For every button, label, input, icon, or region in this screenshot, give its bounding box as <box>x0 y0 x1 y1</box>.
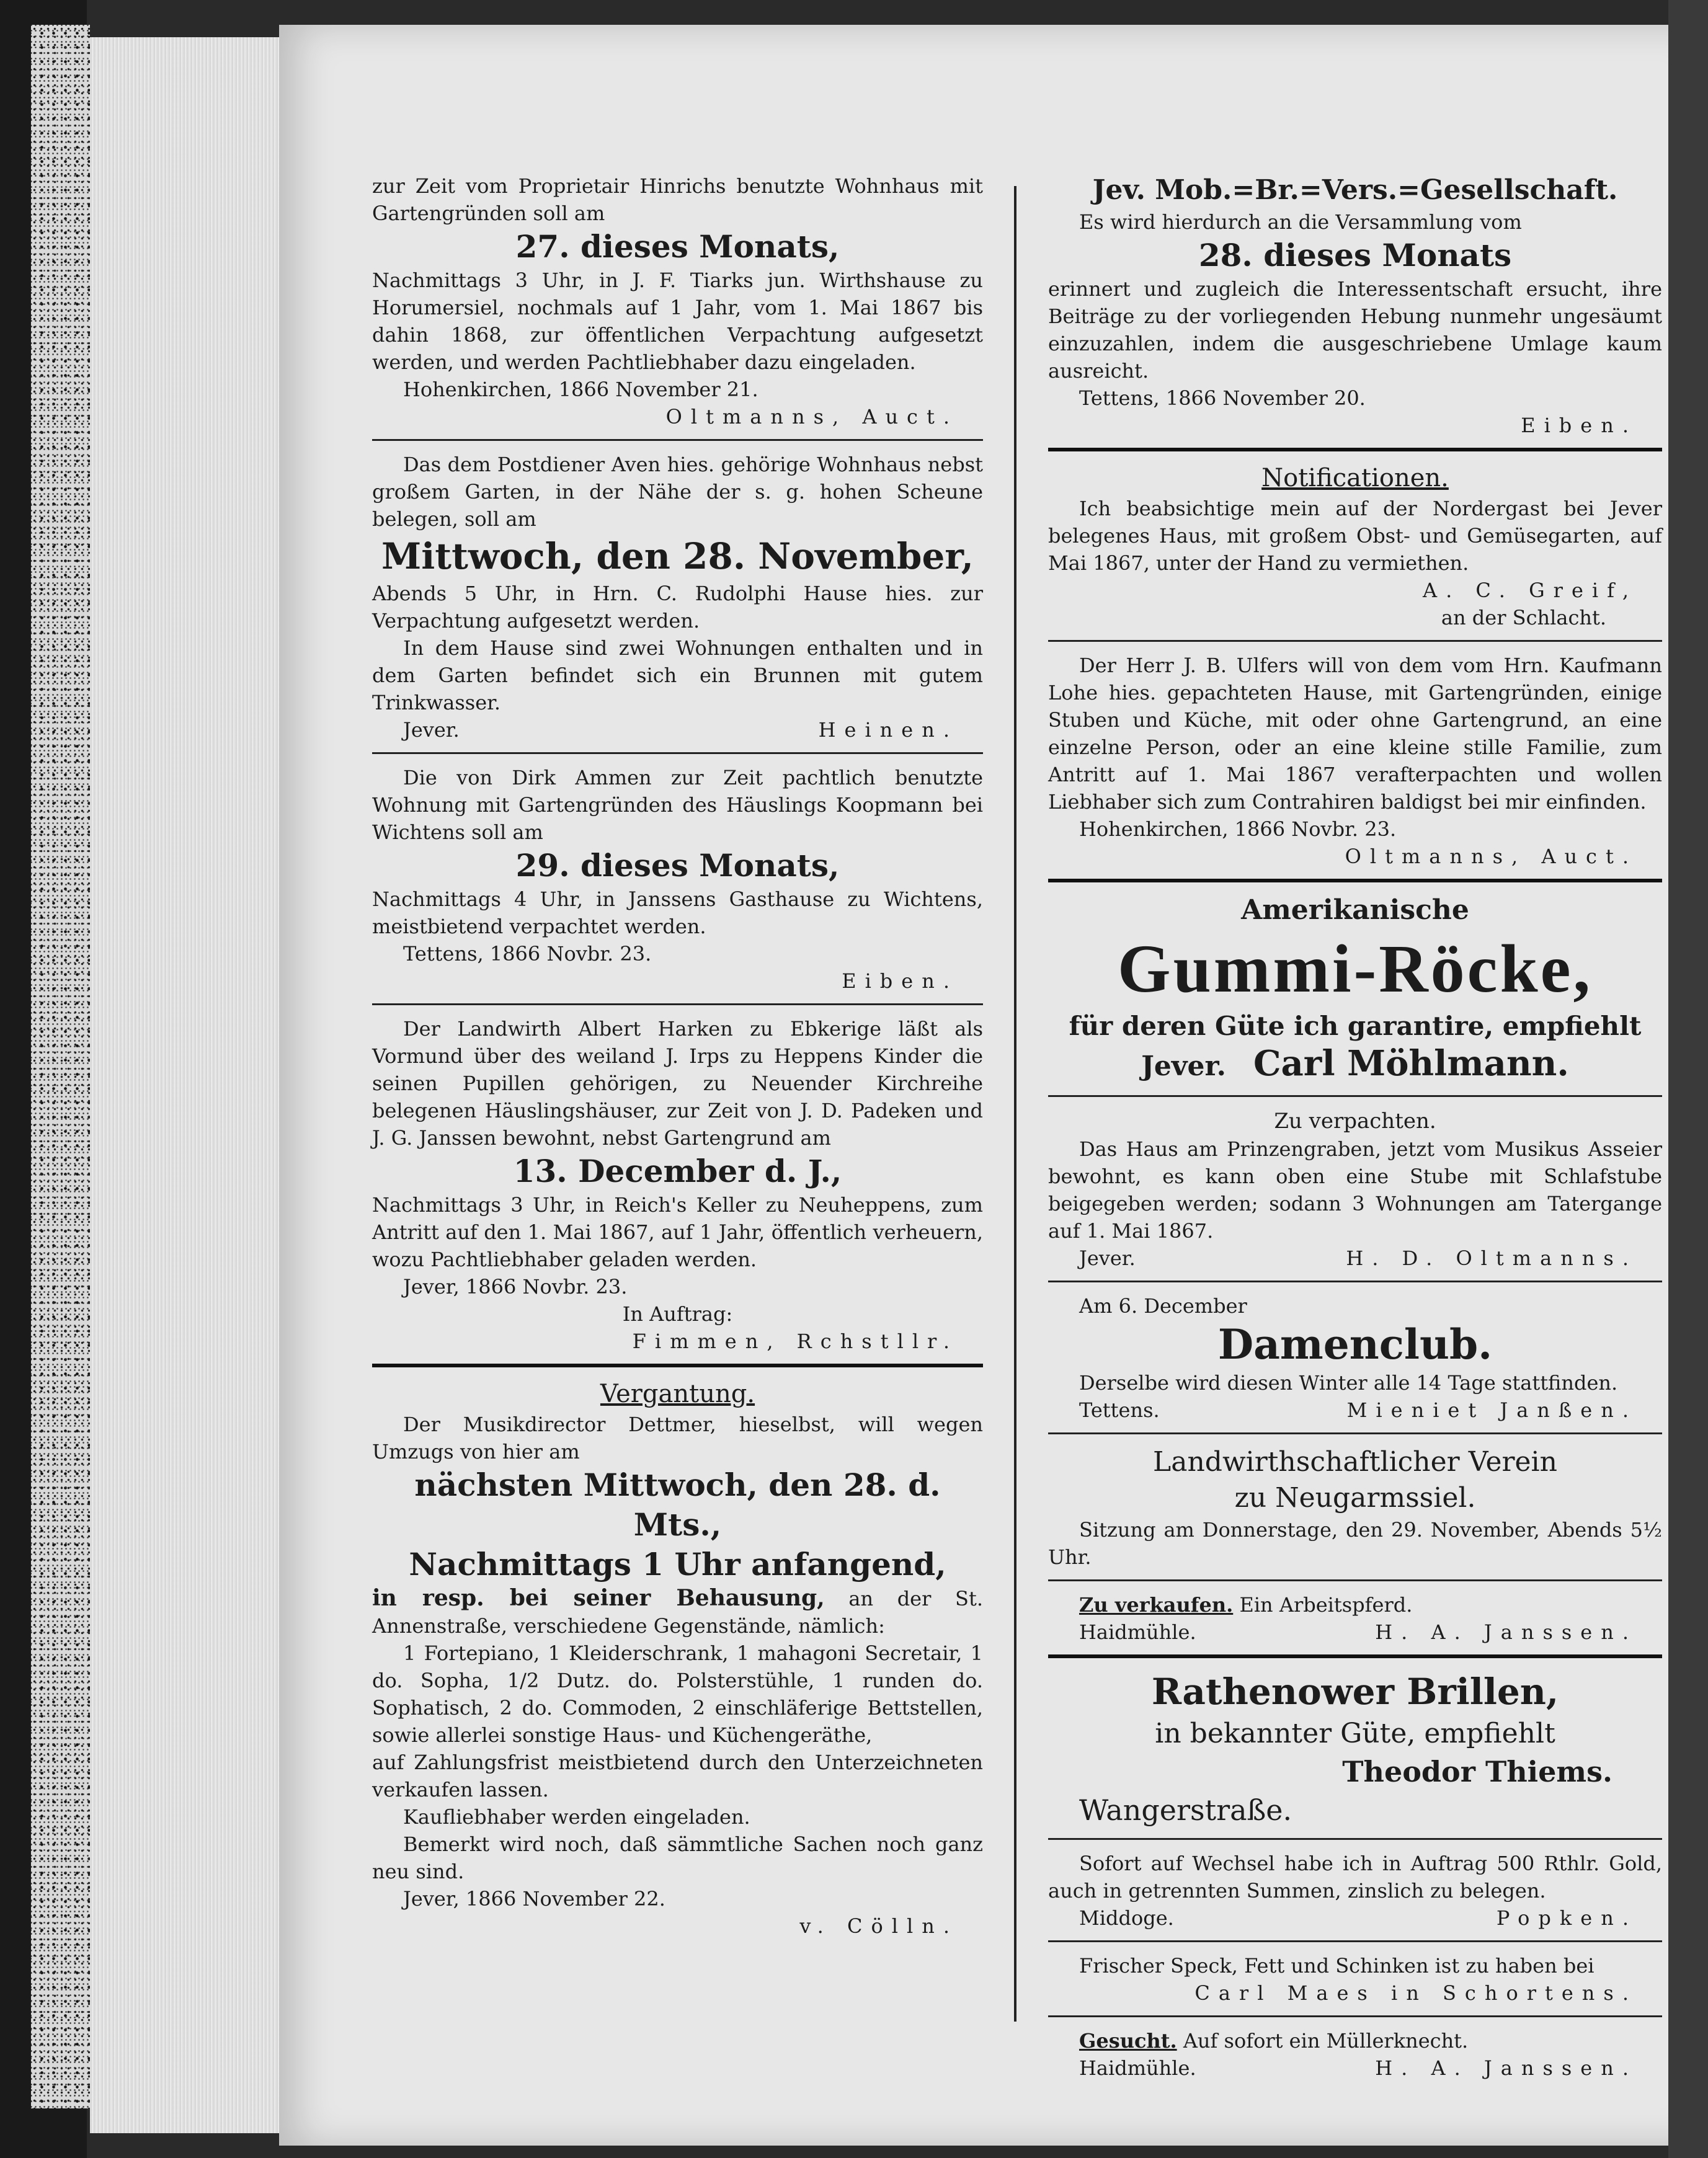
ad-body: Abends 5 Uhr, in Hrn. C. Rudolphi Hause hies. zur Verpachtung aufgesetzt werden. <box>372 582 983 633</box>
ad-signature: Popken. <box>1496 1906 1637 1930</box>
ad-place: Haidmühle. <box>1079 1620 1196 1644</box>
ad-gummi-roecke <box>1048 887 1662 1097</box>
ad-text: Die von Dirk Ammen zur Zeit pachtlich benutzte Wohnung mit Gartengründen des Häuslings Koopmann bei Wichtens soll am <box>372 766 983 844</box>
ad-body: an der St. Annenstraße, verschiedene Gegenstände, nämlich: <box>372 1587 984 1638</box>
ad-greif <box>1048 456 1662 642</box>
ad-merchant: Carl Möhlmann. <box>1253 1043 1569 1084</box>
ad-signature: Mieniet Janßen. <box>1346 1398 1637 1422</box>
ad-merchant: Theodor Thiems. <box>1342 1755 1612 1788</box>
ad-zu-verpachten <box>1048 1102 1662 1282</box>
ad-place: Jever. <box>1079 1246 1136 1270</box>
ad-date: 28. dieses Monats <box>1198 237 1512 273</box>
ad-body: Kaufliebhaber werden eingeladen. <box>403 1805 750 1829</box>
ad-body: Nachmittags 3 Uhr, in Reich's Keller zu Neuheppens, zum Antritt auf den 1. Mai 1867, auf 1 Jahr, öffentlich verheuern, wozu Pachtliebhaber geladen werden. <box>372 1193 983 1271</box>
ad-date: 27. dieses Monats, <box>515 228 840 265</box>
ad-horumersiel <box>372 167 983 441</box>
ad-text: Der Herr J. B. Ulfers will von dem vom Hrn. Kaufmann Lohe hies. gepachteten Hause, mit Gartengründen, einige Stuben und Küche, mit oder ohne Gartengrund, an eine einzelne Person, oder an eine kleine stille Familie, zum Antritt auf 1. Mai 1867 verafterpachten und wollen Liebhaber sich zum Contrahiren baldigst bei mir einfinden. <box>1048 654 1662 814</box>
ad-heading: Zu verpachten. <box>1274 1109 1436 1134</box>
ad-signature: Eiben. <box>842 969 958 993</box>
ad-text: Ich beabsichtige mein auf der Nordergast bei Jever belegenes Haus, mit großem Obst- und Gemüsegarten, auf Mai 1867, unter der Hand zu vermiethen. <box>1048 497 1662 575</box>
ad-body: erinnert und zugleich die Interessentschaft ersucht, ihre Beiträge zu der vorliegenden Hebung nunmehr ungesäumt einzuzahlen, indem die ausgeschriebene Umlage kaum ausreicht. <box>1048 277 1662 383</box>
right-column <box>1048 167 1662 2095</box>
ad-place: Jever, 1866 Novbr. 23. <box>403 1275 628 1299</box>
ad-line: Amerikanische <box>1241 894 1469 926</box>
ad-place: Jever. <box>403 718 460 742</box>
ad-text: Auf sofort ein Müllerknecht. <box>1183 2029 1469 2053</box>
ad-signature: Eiben. <box>1521 414 1637 437</box>
ad-text: Am 6. December <box>1079 1294 1247 1318</box>
ad-vergantung <box>372 1372 983 1948</box>
ad-ulfers <box>1048 647 1662 882</box>
left-column <box>372 167 983 1953</box>
ad-body: Bemerkt wird noch, daß sämmtliche Sachen noch ganz neu sind. <box>372 1832 983 1883</box>
ad-signature: Oltmanns, Auct. <box>1345 845 1637 868</box>
ad-date: 29. dieses Monats, <box>515 847 840 884</box>
ad-heading: Jev. Mob.=Br.=Vers.=Gesellschaft. <box>1092 174 1618 206</box>
ad-text: Es wird hierdurch an die Versammlung vom <box>1079 210 1522 234</box>
ad-title: Gummi-Röcke, <box>1118 931 1593 1006</box>
ad-aven-house <box>372 446 983 754</box>
ad-text: Das Haus am Prinzengraben, jetzt vom Musikus Asseier bewohnt, es kann oben eine Stube mit Schlafstube beigegeben werden; sodann 3 Wohnungen am Tatergange auf 1. Mai 1867. <box>1048 1137 1662 1243</box>
ad-rathenower-brillen <box>1048 1663 1662 1840</box>
ad-place: Middoge. <box>1079 1906 1174 1930</box>
ad-text: Frischer Speck, Fett und Schinken ist zu haben bei <box>1079 1954 1595 1978</box>
ad-damenclub <box>1048 1287 1662 1434</box>
ad-time: Nachmittags 1 Uhr anfangend, <box>409 1546 946 1583</box>
book-speckled-edge <box>31 25 90 2108</box>
ad-place: Hohenkirchen, 1866 November 21. <box>403 378 758 401</box>
ad-signature: Carl Maes in Schortens. <box>1194 1981 1637 2005</box>
ad-signature: Fimmen, Rchstllr. <box>632 1330 958 1353</box>
column-rule <box>1014 186 1016 2022</box>
ad-place: Haidmühle. <box>1079 2056 1196 2080</box>
page-edge-shadow <box>1668 0 1708 2158</box>
ad-place: Tettens. <box>1079 1398 1160 1422</box>
ad-landwirthschaftlicher-verein <box>1048 1439 1662 1581</box>
ad-auftrag: In Auftrag: <box>622 1302 733 1326</box>
ad-heading: Notificationen. <box>1261 464 1449 492</box>
ad-date: Mittwoch, den 28. November, <box>381 535 974 577</box>
ad-title: Damenclub. <box>1217 1320 1493 1369</box>
ad-text: Sofort auf Wechsel habe ich in Auftrag 500 Rthlr. Gold, auch in getrennten Summen, zinslich zu belegen. <box>1048 1852 1662 1903</box>
ad-date: nächsten Mittwoch, den 28. d. Mts., <box>414 1467 941 1543</box>
ad-items: 1 Fortepiano, 1 Kleiderschrank, 1 mahagoni Secretair, 1 do. Sopha, 1/2 Dutz. do. Polsterstühle, 1 runden do. Sophatisch, 2 do. Commoden, 2 einschläferige Bettstellen, sowie allerlei sonstige Haus- und Küchengeräthe, <box>372 1641 983 1747</box>
ad-text: Der Landwirth Albert Harken zu Ebkerige läßt als Vormund über des weiland J. Irps zu Heppens Kinder die seinen Pupillen gehörigen, zu Neuender Kirchreihe belegenen Häuslingshäuser, zur Zeit von J. D. Padeken und J. G. Janssen bewohnt, nebst Gartengrund am <box>372 1017 983 1150</box>
ad-zu-verkaufen <box>1048 1586 1662 1658</box>
ad-text: Sitzung am Donnerstage, den 29. November, Abends 5½ Uhr. <box>1048 1518 1662 1569</box>
ad-signature: Heinen. <box>818 718 958 742</box>
ad-body: Derselbe wird diesen Winter alle 14 Tage stattfinden. <box>1079 1371 1618 1395</box>
ad-signature: H. D. Oltmanns. <box>1346 1246 1637 1270</box>
ad-place: Tettens, 1866 Novbr. 23. <box>403 942 652 966</box>
ad-gesucht <box>1048 2022 1662 2090</box>
ad-text: Das dem Postdiener Aven hies. gehörige Wohnhaus nebst großem Garten, in der Nähe der s. g. hohen Scheune belegen, soll am <box>372 453 983 531</box>
ad-place: Hohenkirchen, 1866 Novbr. 23. <box>1079 817 1397 841</box>
ad-place: Jever, 1866 November 22. <box>403 1887 665 1911</box>
ad-body: Nachmittags 4 Uhr, in Janssens Gasthause zu Wichtens, meistbietend verpachtet werden. <box>372 887 983 938</box>
ad-resp: in resp. bei seiner Behausung, <box>372 1585 825 1611</box>
ad-signature: Oltmanns, Auct. <box>665 405 958 428</box>
ad-wechsel <box>1048 1845 1662 1942</box>
ad-line: für deren Güte ich garantire, empfiehlt <box>1069 1011 1642 1041</box>
ad-speck <box>1048 1947 1662 2017</box>
ad-signature: v. Cölln. <box>799 1914 958 1938</box>
ad-signature-place: an der Schlacht. <box>1441 606 1606 629</box>
ad-text: Der Musikdirector Dettmer, hieselbst, will wegen Umzugs von hier am <box>372 1413 983 1463</box>
ad-body: Nachmittags 3 Uhr, in J. F. Tiarks jun. Wirthshause zu Horumersiel, nochmals auf 1 Jahr, vom 1. Mai 1867 bis dahin 1868, zur öffentlichen Verpachtung aufgesetzt werden, und werden Pachtliebhaber dazu eingeladen. <box>372 269 983 374</box>
ad-line: in bekannter Güte, empfiehlt <box>1155 1718 1555 1749</box>
page-stack <box>90 37 282 2133</box>
ad-signature: H. A. Janssen. <box>1375 1620 1637 1644</box>
ad-harken <box>372 1010 983 1367</box>
ad-text: Ein Arbeitspferd. <box>1239 1593 1413 1617</box>
ad-text: zur Zeit vom Proprietair Hinrichs benutzte Wohnhaus mit Gartengründen soll am <box>372 174 983 225</box>
ad-place: Jever. <box>1141 1050 1226 1082</box>
ad-ammen-dwelling <box>372 759 983 1005</box>
ad-date: 13. December d. J., <box>513 1153 842 1189</box>
ad-place: Tettens, 1866 November 20. <box>1079 386 1366 410</box>
ad-body: In dem Hause sind zwei Wohnungen enthalten und in dem Garten befindet sich ein Brunnen mit gutem Trinkwasser. <box>372 636 983 714</box>
ad-body: auf Zahlungsfrist meistbietend durch den Unterzeichneten verkaufen lassen. <box>372 1751 983 1801</box>
ad-heading: Gesucht. <box>1079 2029 1177 2053</box>
ad-heading: zu Neugarmssiel. <box>1234 1482 1476 1514</box>
ad-heading: Vergantung. <box>600 1380 755 1408</box>
ad-signature: A. C. Greif, <box>1422 579 1637 602</box>
ad-title: Rathenower Brillen, <box>1151 1671 1559 1713</box>
ad-heading: Landwirthschaftlicher Verein <box>1153 1446 1557 1478</box>
ad-signature: H. A. Janssen. <box>1375 2056 1637 2080</box>
ad-heading: Zu verkaufen. <box>1079 1593 1234 1617</box>
ad-versicherung <box>1048 167 1662 451</box>
ad-street: Wangerstraße. <box>1079 1793 1292 1827</box>
